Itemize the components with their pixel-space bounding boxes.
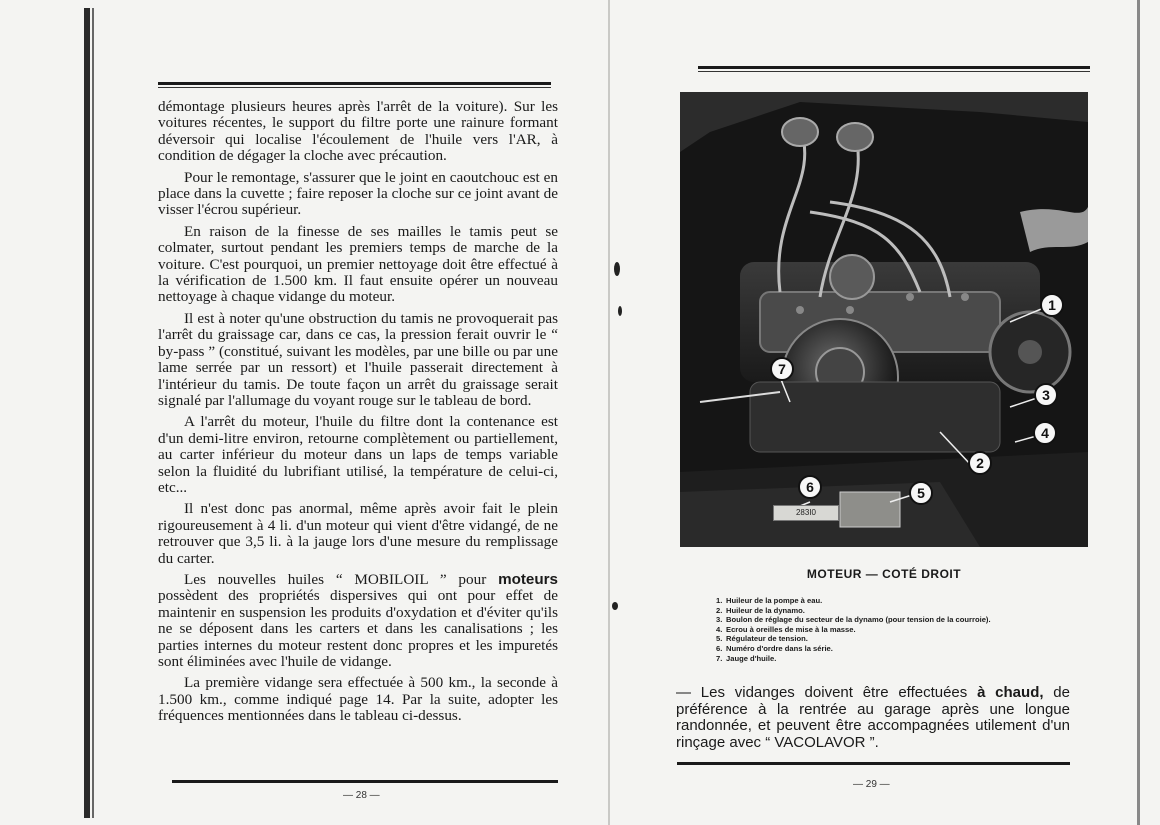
- callout-4: 4: [1033, 421, 1057, 445]
- legend-number: 1.: [716, 596, 723, 605]
- paragraph: Il n'est donc pas anormal, même après avoir fait le plein rigoureusement à 4 li. d'un moteur qui vient d'être vidangé, de ne retrouver que 3,5 li. à la jauge lors d'une mesure du remplissage du carter.: [158, 500, 558, 567]
- serial-number-plate: 283I0: [773, 505, 839, 521]
- legend-item: [716, 596, 1076, 606]
- callout-7: 7: [770, 357, 794, 381]
- mobiloil-bold-word: moteurs: [498, 570, 558, 588]
- paragraph: En raison de la finesse de ses mailles le tamis peut se colmater, surtout pendant les premiers temps de marche de la voiture. C'est pourquoi, un premier nettoyage doit être effectué à la vérification de 1.500 km. Il faut ensuite opérer un nouveau nettoyage à chaque vidange du moteur.: [158, 222, 558, 306]
- legend-number: 2.: [716, 605, 723, 615]
- legend-number: 4.: [716, 624, 723, 634]
- note-text-end: de préférence à la rentrée au garage après une longue randonnée, et peuvent être accompagnées utilement d'un rinçage avec “ VACOLAVOR ”.: [676, 684, 1070, 751]
- paragraph: Il est à noter qu'une obstruction du tamis ne provoquerait pas l'arrêt du graissage car, dans ce cas, la pression ferait ouvrir le “ by-pass ” (constitué, suivant les modèles, par une bille ou par une lame serrée par un ressort) et l'huile passerait directement à l'intérieur du tamis. De toute façon un arrêt du graissage serait signalé par l'allumage du voyant rouge sur le tableau de bord.: [158, 309, 558, 409]
- note-text-start: — Les vidanges doivent être effectuées: [676, 684, 978, 701]
- callout-5: 5: [909, 481, 933, 505]
- figure-caption-title: MOTEUR — COTÉ DROIT: [806, 567, 962, 581]
- left-binding-shadow: [92, 8, 94, 818]
- callout-6: 6: [798, 475, 822, 499]
- paragraph: démontage plusieurs heures après l'arrêt de la voiture). Sur les voitures récentes, le support du filtre porte une rainure formant déversoir qui localise l'écoulement de l'huile vers l'AR, à condition de dégager la cloche avec précaution.: [158, 98, 558, 165]
- callout-2: 2: [968, 451, 992, 475]
- right-page-edge: [1137, 0, 1140, 825]
- note-bold: à chaud,: [977, 684, 1044, 701]
- left-bottom-rule: [172, 780, 558, 783]
- legend-text: Ecrou à oreilles de mise à la masse.: [726, 624, 856, 634]
- legend-text: Boulon de réglage du secteur de la dynamo (pour tension de la courroie).: [726, 615, 991, 625]
- legend-text: Régulateur de tension.: [726, 634, 808, 644]
- legend-text: Huileur de la pompe à eau.: [726, 596, 823, 605]
- legend-number: 6.: [716, 643, 723, 653]
- paragraph: Pour le remontage, s'assurer que le joint en caoutchouc est en place dans la cuvette ; faire reposer la cloche sur ce joint avant de visser l'écrou supérieur.: [158, 168, 558, 219]
- legend-item: [716, 634, 1076, 644]
- legend-number: 5.: [716, 634, 723, 644]
- left-page-number: — 28 —: [343, 790, 380, 801]
- legend-text: Huileur de la dynamo.: [726, 605, 805, 615]
- legend-item: [716, 615, 1076, 625]
- left-top-rule-thin: [158, 87, 551, 88]
- oil-change-note: [676, 685, 1070, 751]
- legend-item: [716, 644, 1076, 654]
- engine-photo: [680, 92, 1088, 547]
- legend-text: Jauge d'huile.: [726, 653, 777, 663]
- scan-speck: [612, 602, 618, 610]
- scan-speck: [618, 306, 622, 316]
- callout-3: 3: [1034, 383, 1058, 407]
- left-binding-edge: [84, 8, 90, 818]
- legend-item: [716, 606, 1076, 616]
- legend-number: 7.: [716, 653, 723, 663]
- legend-item: [716, 654, 1076, 664]
- mobiloil-paragraph: [158, 572, 558, 670]
- legend-number: 3.: [716, 615, 723, 625]
- left-page-body: [158, 99, 558, 730]
- right-top-rule-thin: [698, 71, 1090, 72]
- engine-illustration: [680, 92, 1088, 547]
- legend-text: Numéro d'ordre dans la série.: [726, 643, 833, 653]
- legend-item: [716, 625, 1076, 635]
- left-top-rule: [158, 82, 551, 85]
- figure-legend: [716, 596, 1076, 663]
- callout-1: 1: [1040, 293, 1064, 317]
- center-fold: [608, 0, 610, 825]
- right-bottom-rule: [677, 762, 1070, 765]
- mobiloil-text-end: possèdent des propriétés dispersives qui ont pour effet de maintenir en suspension les produits d'oxydation et d'éviter qu'ils ne se déposent dans les carters et dans les canalisations ; les parties internes du moteur restent donc propres et les impuretés sont éliminées avec l'huile de vidange.: [158, 587, 558, 670]
- paragraph: A l'arrêt du moteur, l'huile du filtre dont la contenance est d'un demi-litre environ, retourne complètement ou partiellement, au carter inférieur du moteur dans un laps de temps variable selon la fluidité du lubrifiant utilisé, la température de celui-ci, etc...: [158, 413, 558, 496]
- right-page-number: — 29 —: [853, 779, 890, 790]
- paragraph: La première vidange sera effectuée à 500 km., la seconde à 1.500 km., comme indiqué page 14. Par la suite, adopter les fréquences mentionnées dans le tableau ci-dessus.: [158, 674, 558, 725]
- scan-speck: [614, 262, 620, 276]
- mobiloil-text-start: Les nouvelles huiles “ MOBILOIL ” pour: [184, 570, 499, 588]
- right-top-rule: [698, 66, 1090, 69]
